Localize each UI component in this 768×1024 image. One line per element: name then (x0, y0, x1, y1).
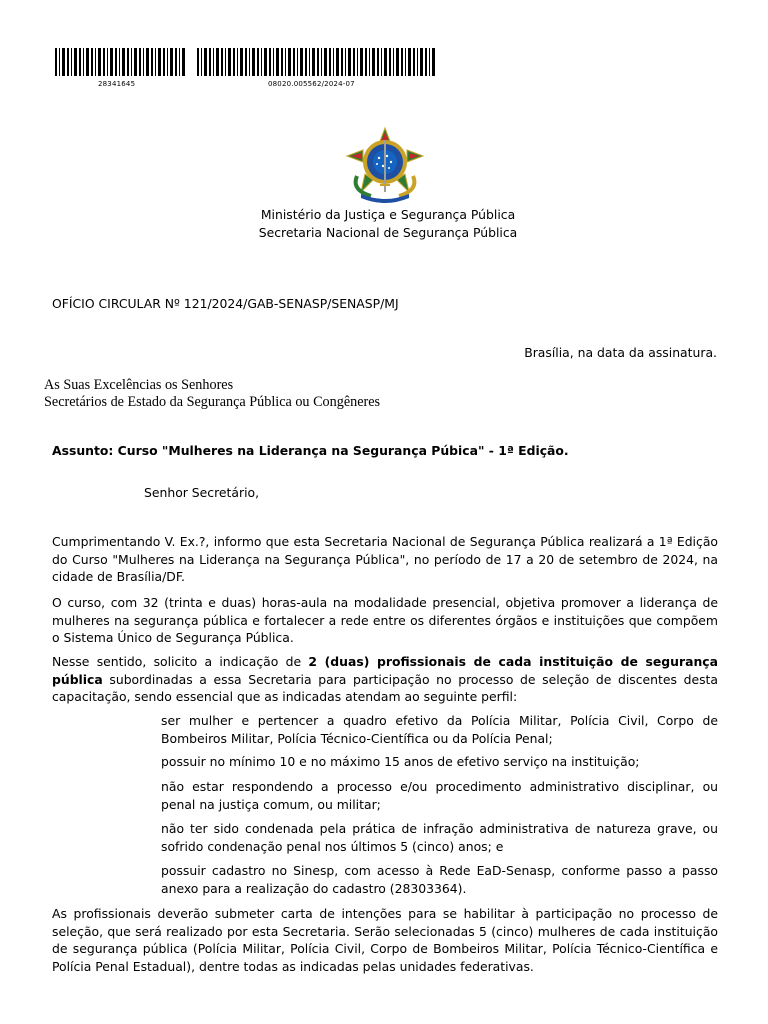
barcode-bar (413, 48, 415, 76)
office-number: OFÍCIO CIRCULAR Nº 121/2024/GAB-SENASP/SENASP/MJ (52, 296, 399, 311)
barcode-bar (357, 48, 358, 76)
barcode-bar (333, 48, 334, 76)
barcode-bar (285, 48, 286, 76)
barcode-bar (134, 48, 137, 76)
paragraph-1: Cumprimentando V. Ex.?, informo que esta Secretaria Nacional de Segurança Pública realizará a 1ª Edição do Curso "Mulheres na Liderança na Segurança Pública", no período de 17 a 20 de setembro de 2024, na cidade de Brasília/DF. (52, 534, 718, 584)
paragraph-3-emphasis: 2 (duas) profissionais de cada instituição de segurança pública (52, 654, 718, 687)
salutation: Senhor Secretário, (144, 485, 260, 500)
requirement-item: possuir cadastro no Sinesp, com acesso à Rede EaD-Senasp, conforme passo a passo anexo para a realização do cadastro (28303364). (161, 863, 718, 896)
requirement-item: não ter sido condenada pela prática de infração administrativa de natureza grave, ou sofrido condenação penal nos últimos 5 (cinco) anos; e (161, 821, 718, 854)
barcode-bar (139, 48, 141, 76)
barcode-bar (179, 48, 180, 76)
barcode-bar (297, 48, 298, 76)
barcode-bar (119, 48, 120, 76)
addressee-line-2: Secretários de Estado da Segurança Pública ou Congêneres (44, 394, 381, 410)
barcode-bar (264, 48, 267, 76)
barcode-bar (95, 48, 96, 76)
barcode-bar (305, 48, 307, 76)
barcode-left (55, 48, 187, 76)
subject-line: Assunto: Curso "Mulheres na Liderança na Segurança Púbica" - 1ª Edição. (52, 443, 569, 458)
barcode-bar (432, 48, 435, 76)
barcode-bar (369, 48, 370, 76)
barcode-bar (276, 48, 279, 76)
barcode-bar (209, 48, 211, 76)
requirement-item: possuir no mínimo 10 e no máximo 15 anos de efetivo serviço na instituição; (161, 754, 640, 769)
barcode-bar (341, 48, 343, 76)
barcode-bar (91, 48, 93, 76)
barcode-bar (417, 48, 418, 76)
barcode-bar (425, 48, 427, 76)
paragraph-3-text-start: Nesse sentido, solicito a indicação de (52, 654, 309, 669)
requirement-item: não estar respondendo a processo e/ou procedimento administrativo disciplinar, ou penal na justiça comum, ou militar; (161, 779, 718, 812)
barcode-bar (365, 48, 367, 76)
barcode-bar (336, 48, 339, 76)
barcode-bar (384, 48, 387, 76)
barcode-bar (213, 48, 214, 76)
barcode-bar (170, 48, 173, 76)
barcode-bar (249, 48, 250, 76)
barcode-bar (429, 48, 430, 76)
barcode-bar (175, 48, 177, 76)
barcode-right-number: 08020.005562/2024-07 (268, 80, 355, 88)
barcode-bar (372, 48, 375, 76)
barcode-bar (74, 48, 77, 76)
barcode-bar (127, 48, 129, 76)
barcode-bar (115, 48, 117, 76)
dateline: Brasília, na data da assinatura. (524, 345, 717, 360)
barcode-bar (420, 48, 423, 76)
barcode-bar (245, 48, 247, 76)
barcode-bar (288, 48, 291, 76)
barcode-bar (110, 48, 113, 76)
barcode-bar (62, 48, 65, 76)
barcode-bar (155, 48, 156, 76)
paragraph-4: As profissionais deverão submeter carta de intenções para se habilitar à participação no processo de seleção, que será realizado por esta Secretaria. Serão selecionadas 5 (cinco) mulheres de cada instituição de segurança pública (Polícia Militar, Polícia Civil, Corpo de Bombeiros Militar, Polícia Técnico-Científica e Polícia Penal Estadual), dentre todas as indicadas pelas unidades federativas. (52, 906, 718, 974)
barcode-bar (240, 48, 243, 76)
barcode-bar (269, 48, 271, 76)
barcode-bar (122, 48, 125, 76)
barcode-bar (103, 48, 105, 76)
barcode-bar (131, 48, 132, 76)
barcode-bar (360, 48, 363, 76)
barcode-bar (98, 48, 101, 76)
paragraph-2: O curso, com 32 (trinta e duas) horas-aula na modalidade presencial, objetiva promover a liderança de mulheres na segurança pública e fortalecer a rede entre os diferentes órgãos e instituições que compõem o Sistema Único de Segurança Pública. (52, 595, 718, 645)
barcode-bar (233, 48, 235, 76)
barcode-bar (345, 48, 346, 76)
barcode-bar (143, 48, 144, 76)
addressee-line-1: As Suas Excelências os Senhores (44, 377, 234, 393)
barcode-bar (389, 48, 391, 76)
addressee (44, 377, 380, 411)
barcode-bar (273, 48, 274, 76)
barcode-bar (281, 48, 283, 76)
requirement-item: ser mulher e pertencer a quadro efetivo da Polícia Militar, Polícia Civil, Corpo de Bombeiros Militar, Polícia Técnico-Científica ou da Polícia Penal; (161, 713, 718, 746)
barcode-bar (353, 48, 355, 76)
barcode-bar (252, 48, 255, 76)
barcode-bar (67, 48, 69, 76)
secretariat-name: Secretaria Nacional de Segurança Pública (258, 225, 518, 240)
barcode-right (197, 48, 437, 76)
ministry-name: Ministério da Justiça e Segurança Pública (260, 207, 516, 222)
barcode-bar (158, 48, 161, 76)
barcode-bar (401, 48, 403, 76)
barcode-bar (329, 48, 331, 76)
barcode-bar (216, 48, 219, 76)
barcode-bar (167, 48, 168, 76)
barcode-left-number: 28341645 (98, 80, 136, 88)
barcode-bar (381, 48, 382, 76)
barcode-bar (348, 48, 351, 76)
barcode-bar (197, 48, 199, 76)
barcode-bar (225, 48, 226, 76)
barcode-bar (317, 48, 319, 76)
barcode-bar (182, 48, 185, 76)
barcode-bar (151, 48, 153, 76)
barcode-bar (107, 48, 108, 76)
barcode-bar (237, 48, 238, 76)
barcode-bar (86, 48, 89, 76)
barcode-bar (324, 48, 327, 76)
barcode-bar (228, 48, 231, 76)
barcode-bar (146, 48, 149, 76)
barcode-bar (408, 48, 411, 76)
barcode-bar (59, 48, 60, 76)
barcode-bar (405, 48, 406, 76)
barcode-bar (79, 48, 81, 76)
barcode-bar (393, 48, 394, 76)
barcode-bar (257, 48, 259, 76)
barcode-bar (312, 48, 315, 76)
brazil-coat-of-arms-icon (343, 126, 427, 204)
barcode-bar (163, 48, 165, 76)
barcode-bar (293, 48, 295, 76)
barcode-bar (221, 48, 223, 76)
barcode-bar (83, 48, 84, 76)
barcode-bar (201, 48, 202, 76)
barcode-bar (396, 48, 399, 76)
paragraph-3-text-end: subordinadas a essa Secretaria para participação no processo de seleção de discentes desta capacitação, sendo essencial que as indicadas atendam ao seguinte perfil: (52, 671, 718, 704)
barcode-bar (300, 48, 303, 76)
paragraph-3 (52, 653, 718, 706)
barcode-bar (55, 48, 57, 76)
barcode-bar (204, 48, 207, 76)
barcode-bar (261, 48, 262, 76)
barcode-bar (321, 48, 322, 76)
barcode-bar (309, 48, 310, 76)
barcode-bar (71, 48, 72, 76)
barcode-bar (377, 48, 379, 76)
